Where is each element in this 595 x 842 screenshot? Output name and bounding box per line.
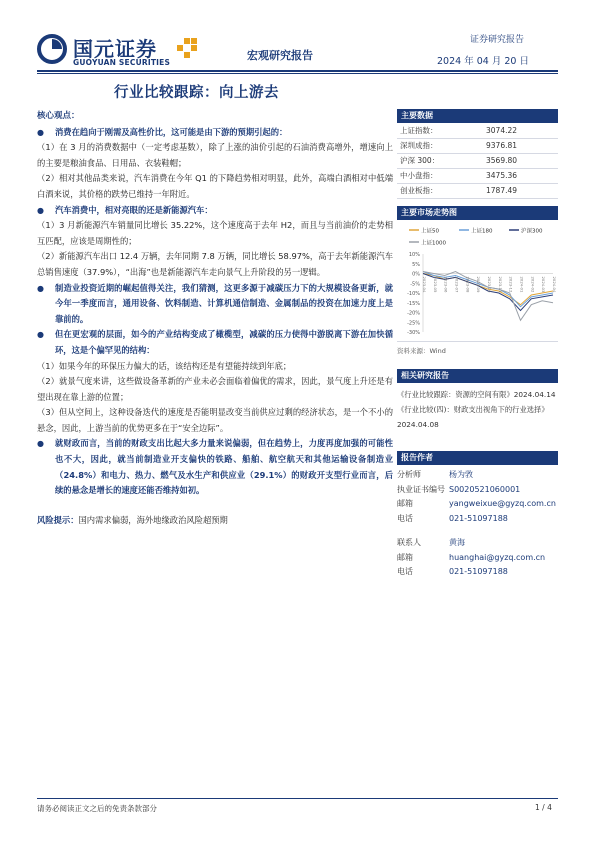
analyst-phone-row xyxy=(397,512,558,527)
header-divider xyxy=(37,70,558,72)
key-point-text: 消费在趋向于刚需及高性价比，这可能是由下游的预期引起的： xyxy=(55,126,288,137)
y-tick-label: -10% xyxy=(407,291,420,297)
index-value: 3475.36 xyxy=(483,168,558,183)
bullet-icon: ● xyxy=(37,127,44,137)
x-tick-label: 2023-11 xyxy=(497,276,503,293)
legend-item xyxy=(409,227,439,235)
market-data-row xyxy=(397,138,558,153)
bullet-icon: ● xyxy=(37,283,44,293)
contact-email[interactable]: huanghai@gyzq.com.cn xyxy=(449,552,546,562)
market-data-box xyxy=(397,109,558,199)
analyst-label: 分析师 xyxy=(397,470,421,479)
legend-label: 上证1000 xyxy=(421,240,446,247)
y-tick-label: 10% xyxy=(408,252,420,258)
x-tick-label: 2024-02 xyxy=(530,276,536,293)
analyst-phone: 021-51097188 xyxy=(449,513,508,523)
contact-phone-row xyxy=(397,565,558,580)
analyst-email[interactable]: yangweixue@gyzq.com.cn xyxy=(449,499,556,508)
market-data-table xyxy=(397,123,558,199)
detail-paragraph: （1）如果今年的环保压力偏大的话，该结构还是有望能持续到年底； xyxy=(37,360,292,371)
x-tick-label: 2023-09 xyxy=(476,276,482,293)
company-name-en: GUOYUAN SECURITIES xyxy=(73,58,171,67)
market-trend-chart-svg xyxy=(397,220,558,342)
license-number: S0020521060001 xyxy=(449,484,521,494)
analyst-name: 杨为敩 xyxy=(449,470,473,479)
key-point-text: 但在更宏观的层面，如今的产业结构变成了橄榄型，减碳的压力使得中游脱离下游在加快循环，这是个偏罕见的结构： xyxy=(55,329,393,355)
detail-paragraph: （1）在 3 月的消费数据中（一定考虑基数），除了上涨的油价引起的石油消费高增外，增速向上的主要是粮油食品、日用品、衣装鞋帽； xyxy=(37,142,393,168)
authors-title: 报告作者 xyxy=(397,451,558,465)
y-tick-label: -15% xyxy=(407,300,420,307)
chart-source: 资料来源：Wind xyxy=(397,347,446,355)
doc-category: 证券研究报告 xyxy=(470,35,525,45)
key-point-bullet xyxy=(37,125,393,141)
phone-label: 电话 xyxy=(397,513,413,523)
index-name: 上证指数： xyxy=(397,123,483,138)
y-tick-label: -20% xyxy=(407,310,420,317)
index-name: 沪深 300： xyxy=(397,153,483,168)
bullet-icon: ● xyxy=(37,205,44,215)
risk-warning xyxy=(37,513,393,529)
market-data-title: 主要数据 xyxy=(397,109,558,123)
x-tick-label: 2024-04 xyxy=(552,276,557,293)
related-reports-list xyxy=(397,387,558,432)
footer-divider xyxy=(37,798,558,799)
market-data-row xyxy=(397,168,558,183)
email-label: 邮箱 xyxy=(397,499,413,508)
analyst-email-row xyxy=(397,497,558,512)
contact-email-label: 邮箱 xyxy=(397,552,413,562)
core-view-section xyxy=(37,109,393,528)
index-value: 1787.49 xyxy=(483,183,558,198)
doc-type: 宏观研究报告 xyxy=(247,49,313,62)
logo-squares-icon xyxy=(177,38,197,58)
y-tick-label: -5% xyxy=(410,281,420,288)
index-value: 3074.22 xyxy=(483,123,558,138)
legend-label: 沪深300 xyxy=(521,228,543,235)
y-tick-label: 5% xyxy=(412,261,420,268)
bullet-icon: ● xyxy=(37,439,44,449)
x-tick-label: 2023-10 xyxy=(487,276,492,293)
license-row xyxy=(397,483,558,498)
header-divider-thin xyxy=(37,73,558,74)
index-value: 3569.80 xyxy=(483,153,558,168)
bullet-icon: ● xyxy=(37,330,44,340)
license-label: 执业证书编号 xyxy=(397,484,445,494)
x-tick-label: 2024-03 xyxy=(541,276,547,293)
legend-label: 上证180 xyxy=(471,228,493,235)
detail-paragraph: （2）新能源汽车出口 12.4 万辆，去年同期 7.8 万辆，同比增长 58.97%，高于去年新能源汽车总销售速度（37.9%），“出海”也是新能源汽车走向景气上升阶段的另一逻辑。 xyxy=(37,251,393,277)
company-name: 国元证券 xyxy=(73,37,157,61)
index-name: 中小盘指： xyxy=(397,168,483,183)
contact-phone: 021-51097188 xyxy=(449,567,508,576)
key-point-bullet xyxy=(37,203,393,219)
index-value: 9376.81 xyxy=(483,138,558,153)
key-point-text: 就财政而言，当前的财政支出比起大多力量来说偏弱，但在趋势上，力度再度加强的可能性也不大，因此，就当前制造业开支偏快的铁路、船舶、航空航天和其他运输设备制造业（24.8%）和电力、热力、燃气及水生产和供应业（29.1%）的财政开支型行业而言，后续的悬念是增长的速度还能否维持如初。 xyxy=(55,438,393,496)
x-tick-label: 2023-07 xyxy=(454,276,460,293)
authors-list xyxy=(397,468,558,580)
key-point-bullet xyxy=(37,281,393,328)
logo-emblem-icon xyxy=(37,34,67,64)
related-report-item[interactable]: 《行业比较(四)：财政支出视角下的行业选择》2024.04.08 xyxy=(397,405,549,429)
core-view-body xyxy=(37,125,393,499)
contact-name: 黄海 xyxy=(449,538,465,547)
related-report-item[interactable]: 《行业比较跟踪：资源的空间有限》2024.04.14 xyxy=(397,390,556,399)
detail-paragraph: （1）3 月新能源汽车销量同比增长 35.22%，这个速度高于去年 H2，而且与当前油价的走势相互匹配，应该是周期性的； xyxy=(37,220,393,246)
x-tick-label: 2023-12 xyxy=(508,276,514,293)
footer-disclaimer: 请务必阅读正文之后的免责条款部分 xyxy=(37,804,157,813)
key-point-bullet xyxy=(37,327,393,358)
detail-paragraph: （2）相对其他品类来说，汽车消费在今年 Q1 的下降趋势相对明显，此外，高端白酒相对中低端白酒来说，其价格的跌势已维持一年附近。 xyxy=(37,173,393,199)
legend-label: 上证50 xyxy=(421,228,439,235)
legend-item xyxy=(509,227,543,235)
y-tick-label: -25% xyxy=(407,320,420,327)
index-name: 深圳成指： xyxy=(397,138,483,153)
market-trend-title: 主要市场走势图 xyxy=(397,206,558,220)
company-logo xyxy=(37,32,197,68)
risk-label: 风险提示： xyxy=(37,514,79,525)
x-tick-label: 2023-04 xyxy=(422,276,427,293)
contact-label: 联系人 xyxy=(397,538,421,547)
analyst-row xyxy=(397,468,558,483)
market-data-row xyxy=(397,153,558,168)
legend-item xyxy=(459,227,493,235)
y-tick-label: 0% xyxy=(412,271,420,278)
page-number: 1 / 4 xyxy=(535,803,552,812)
related-reports-box xyxy=(397,369,558,432)
risk-text: 国内需求偏弱，海外地缘政治风险超预期 xyxy=(78,514,228,525)
key-point-bullet xyxy=(37,436,393,498)
y-tick-label: -30% xyxy=(407,330,420,336)
x-tick-label: 2023-05 xyxy=(432,276,438,293)
report-title: 行业比较跟踪：向上游去 xyxy=(114,84,279,101)
contact-phone-label: 电话 xyxy=(397,567,413,576)
x-tick-label: 2024-01 xyxy=(519,276,525,293)
related-reports-title: 相关研究报告 xyxy=(397,369,558,383)
key-point-text: 制造业投资近期的崛起值得关注，我们猜测，这更多源于减碳压力下的大规模设备更新，就今年一季度而言，通用设备、饮料制造、计算机通信制造、金属制品的投资在加速力度上是靠前的。 xyxy=(55,282,393,324)
legend-item xyxy=(409,239,446,247)
authors-box xyxy=(397,451,558,580)
market-trend-box xyxy=(397,206,558,355)
detail-paragraph: （3）但从空间上，这种设备迭代的速度是否能明显改变当前供应过剩的经济状态，是一个不小的悬念，因此，上游当前的优势更多在于“安全边际”。 xyxy=(37,407,393,433)
index-name: 创业板指： xyxy=(397,183,483,198)
contact-row xyxy=(397,536,558,551)
x-tick-label: 2023-08 xyxy=(465,276,471,293)
market-trend-chart xyxy=(397,220,558,342)
market-data-row xyxy=(397,123,558,138)
market-data-row xyxy=(397,183,558,198)
x-tick-label: 2023-06 xyxy=(443,276,449,293)
report-date: 2024 年 04 月 20 日 xyxy=(437,56,529,67)
key-point-text: 汽车消费中，相对亮眼的还是新能源汽车： xyxy=(55,204,213,215)
core-view-label: 核心观点： xyxy=(37,111,80,121)
contact-email-row xyxy=(397,551,558,566)
detail-paragraph: （2）就景气度来讲，这些做设备革新的产业未必会面临着偏优的需求，因此，景气度上升还是有望出现在靠上游的位置； xyxy=(37,376,393,402)
